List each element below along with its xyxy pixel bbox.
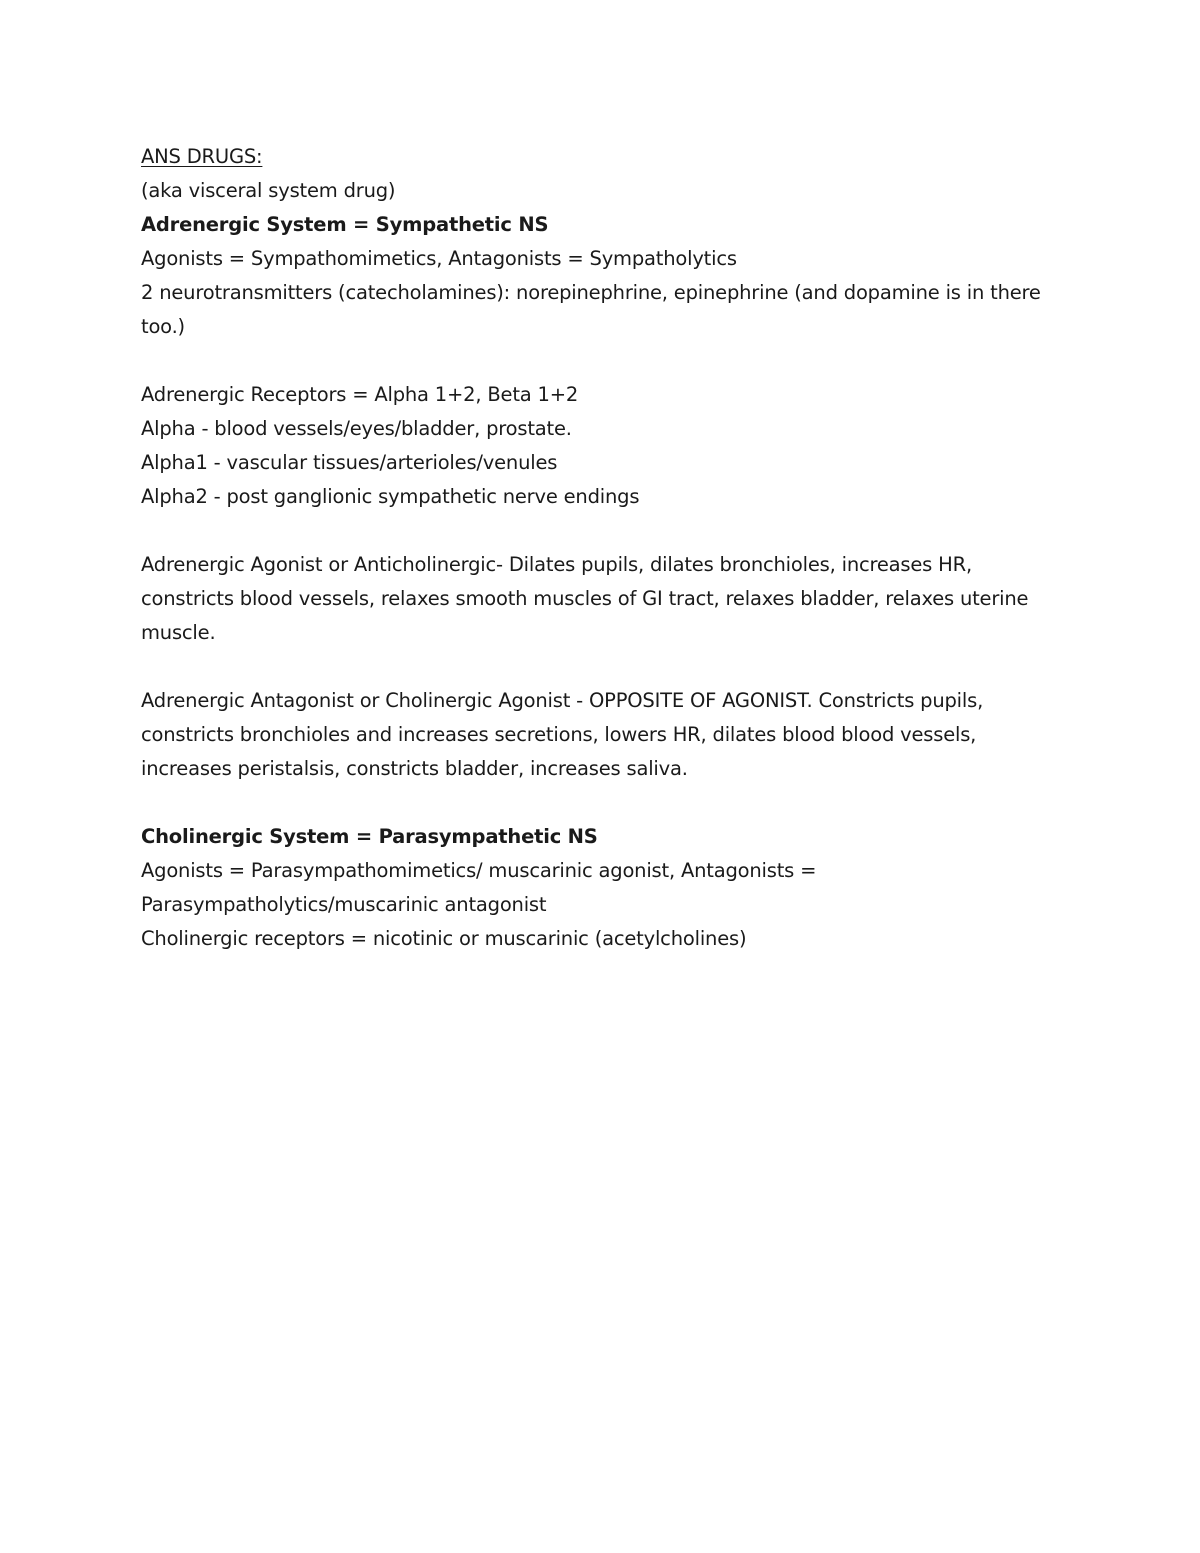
alpha2-line: Alpha2 - post ganglionic sympathetic nerve endings xyxy=(141,485,640,508)
alpha-line: Alpha - blood vessels/eyes/bladder, prostate. xyxy=(141,417,572,440)
spacer xyxy=(141,786,1041,820)
adrenergic-agonists-line: Agonists = Sympathomimetics, Antagonists = Sympatholytics xyxy=(141,247,737,270)
spacer xyxy=(141,514,1041,548)
cholinergic-agonists-line: Agonists = Parasympathomimetics/ muscarinic agonist, Antagonists = Parasympatholytics/muscarinic antagonist xyxy=(141,859,817,916)
cholinergic-heading: Cholinergic System = Parasympathetic NS xyxy=(141,825,598,848)
neurotransmitters-line: 2 neurotransmitters (catecholamines): norepinephrine, epinephrine (and dopamine is in there too.) xyxy=(141,281,1041,338)
cholinergic-receptors-line: Cholinergic receptors = nicotinic or muscarinic (acetylcholines) xyxy=(141,927,747,950)
document-body xyxy=(141,140,1041,956)
adrenergic-receptors-line: Adrenergic Receptors = Alpha 1+2, Beta 1+2 xyxy=(141,383,579,406)
document-subtitle: (aka visceral system drug) xyxy=(141,179,396,202)
adrenergic-agonist-paragraph: Adrenergic Agonist or Anticholinergic- Dilates pupils, dilates bronchioles, increases HR, constricts blood vessels, relaxes smooth muscles of GI tract, relaxes bladder, relaxes uterine muscle. xyxy=(141,553,1029,644)
adrenergic-heading: Adrenergic System = Sympathetic NS xyxy=(141,213,549,236)
adrenergic-antagonist-paragraph: Adrenergic Antagonist or Cholinergic Agonist - OPPOSITE OF AGONIST. Constricts pupils, constricts bronchioles and increases secretions, lowers HR, dilates blood blood vessels, increases peristalsis, constricts bladder, increases saliva. xyxy=(141,689,984,780)
spacer xyxy=(141,344,1041,378)
document-title: ANS DRUGS: xyxy=(141,145,263,168)
spacer xyxy=(141,650,1041,684)
alpha1-line: Alpha1 - vascular tissues/arterioles/venules xyxy=(141,451,558,474)
